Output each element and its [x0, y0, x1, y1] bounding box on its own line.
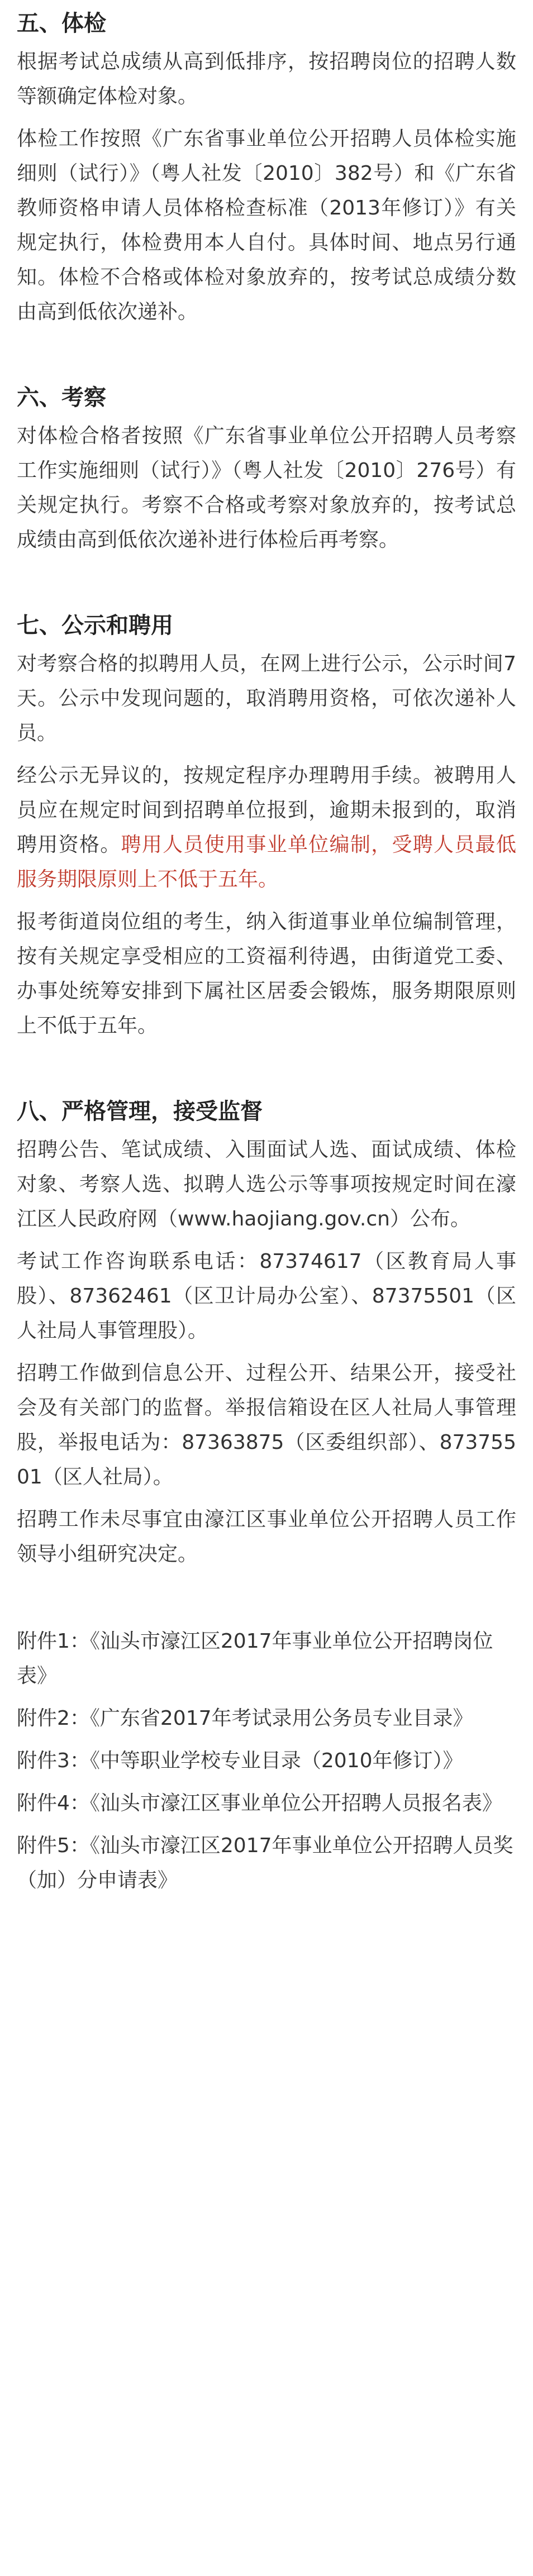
section-investigation — [17, 382, 516, 557]
paragraph: 对考察合格的拟聘用人员，在网上进行公示，公示时间7天。公示中发现问题的，取消聘用资格，可依次递补人员。 — [17, 652, 516, 745]
paragraph: 体检工作按照《广东省事业单位公开招聘人员体检实施细则（试行）》（粤人社发〔2010〕382号）和《广东省教师资格申请人员体格检查标准（2013年修订）》有关规定执行，体检费用本人自付。具体时间、地点另行通知。体检不合格或体检对象放弃的，按考试总成绩分数由高到低依次递补。 — [17, 127, 516, 323]
attachment-item: 附件5：《汕头市濠江区2017年事业单位公开招聘人员奖（加）分申请表》 — [17, 1834, 513, 1892]
attachment-item: 附件4：《汕头市濠江区事业单位公开招聘人员报名表》 — [17, 1792, 502, 1815]
paragraph: 招聘公告、笔试成绩、入围面试人选、面试成绩、体检对象、考察人选、拟聘人选公示等事项按规定时间在濠江区人民政府网（www.haojiang.gov.cn）公布。 — [17, 1138, 516, 1230]
paragraph-contact-phones: 考试工作咨询联系电话：87374617（区教育局人事股）、87362461（区卫计局办公室）、87375501（区人社局人事管理股）。 — [17, 1250, 516, 1342]
section-heading: 七、公示和聘用 — [17, 613, 173, 638]
paragraph: 对体检合格者按照《广东省事业单位公开招聘人员考察工作实施细则（试行）》（粤人社发〔2010〕276号）有关规定执行。考察不合格或考察对象放弃的，按考试总成绩由高到低依次递补进行体检后再考察。 — [17, 424, 516, 551]
paragraph: 根据考试总成绩从高到低排序，按招聘岗位的招聘人数等额确定体检对象。 — [17, 50, 516, 108]
attachment-item: 附件2：《广东省2017年考试录用公务员专业目录》 — [17, 1707, 473, 1730]
section-heading: 八、严格管理，接受监督 — [17, 1099, 263, 1124]
attachment-item: 附件3：《中等职业学校专业目录（2010年修订）》 — [17, 1749, 463, 1772]
section-heading: 五、体检 — [17, 11, 106, 36]
paragraph-text: 经公示无异议的，按规定程序办理聘用手续。被聘用人员应在规定时间到招聘单位报到，逾期未报到的，取消聘用资格。 — [17, 764, 516, 856]
paragraph: 报考街道岗位组的考生，纳入街道事业单位编制管理，按有关规定享受相应的工资福利待遇，由街道党工委、办事处统筹安排到下属社区居委会锻炼，服务期限原则上不低于五年。 — [17, 910, 516, 1037]
paragraph-with-red-note — [17, 759, 516, 897]
paragraph: 招聘工作未尽事宜由濠江区事业单位公开招聘人员工作领导小组研究决定。 — [17, 1508, 516, 1566]
section-heading: 六、考察 — [17, 385, 106, 411]
paragraph-report-phones: 招聘工作做到信息公开、过程公开、结果公开，接受社会及有关部门的监督。举报信箱设在区人社局人事管理股，举报电话为：87363875（区委组织部）、87375501（区人社局）。 — [17, 1362, 516, 1489]
section-supervision — [17, 1096, 516, 1572]
attachment-item: 附件1：《汕头市濠江区2017年事业单位公开招聘岗位表》 — [17, 1630, 493, 1687]
section-physical-exam — [17, 8, 516, 330]
section-publicity-and-hiring — [17, 610, 516, 1043]
attachment-list — [17, 1624, 516, 1898]
red-highlight-note: 聘用人员使用事业单位编制，受聘人员最低服务期限原则上不低于五年。 — [17, 833, 516, 891]
